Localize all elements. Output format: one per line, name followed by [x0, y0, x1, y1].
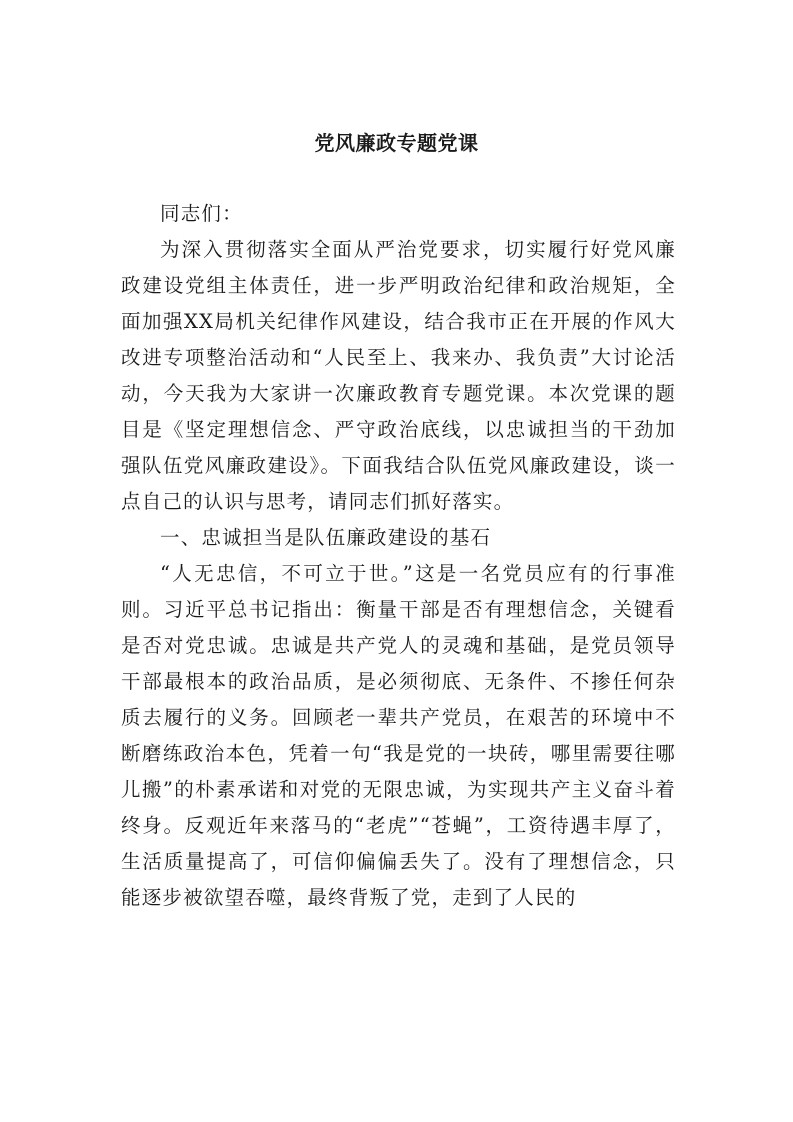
intro-paragraph: 为深入贯彻落实全面从严治党要求，切实履行好党风廉政建设党组主体责任，进一步严明政治纪律和政治规矩，全面加强XX局机关纪律作风建设，结合我市正在开展的作风大改进专项整治活动和“人民至上、我来办、我负责”大讨论活动，今天我为大家讲一次廉政教育专题党课。本次党课的题目是《坚定理想信念、严守政治底线，以忠诚担当的干劲加强队伍党风廉政建设》。下面我结合队伍党风廉政建设，谈一点自己的认识与思考，请同志们抓好落实。 — [121, 238, 676, 513]
section-heading: 一、忠诚担当是队伍廉政建设的基石 — [160, 526, 492, 549]
salutation: 同志们： — [160, 202, 243, 225]
body-paragraph: “人无忠信，不可立于世。”这是一名党员应有的行事准则。习近平总书记指出：衡量干部是否有理想信念，关键看是否对党忠诚。忠诚是共产党人的灵魂和基础，是党员领导干部最根本的政治品质，是必须彻底、无条件、不掺任何杂质去履行的义务。回顾老一辈共产党员，在艰苦的环境中不断磨练政治本色，凭着一句“我是党的一块砖，哪里需要往哪儿搬”的朴素承诺和对党的无限忠诚，为实现共产主义奋斗着终身。反观近年来落马的“老虎”“苍蝇”，工资待遇丰厚了，生活质量提高了，可信仰偏偏丢失了。没有了理想信念，只能逐步被欲望吞噬，最终背叛了党，走到了人民的 — [121, 562, 676, 909]
document-title: 党风廉政专题党课 — [314, 131, 479, 155]
document-body — [121, 196, 676, 916]
